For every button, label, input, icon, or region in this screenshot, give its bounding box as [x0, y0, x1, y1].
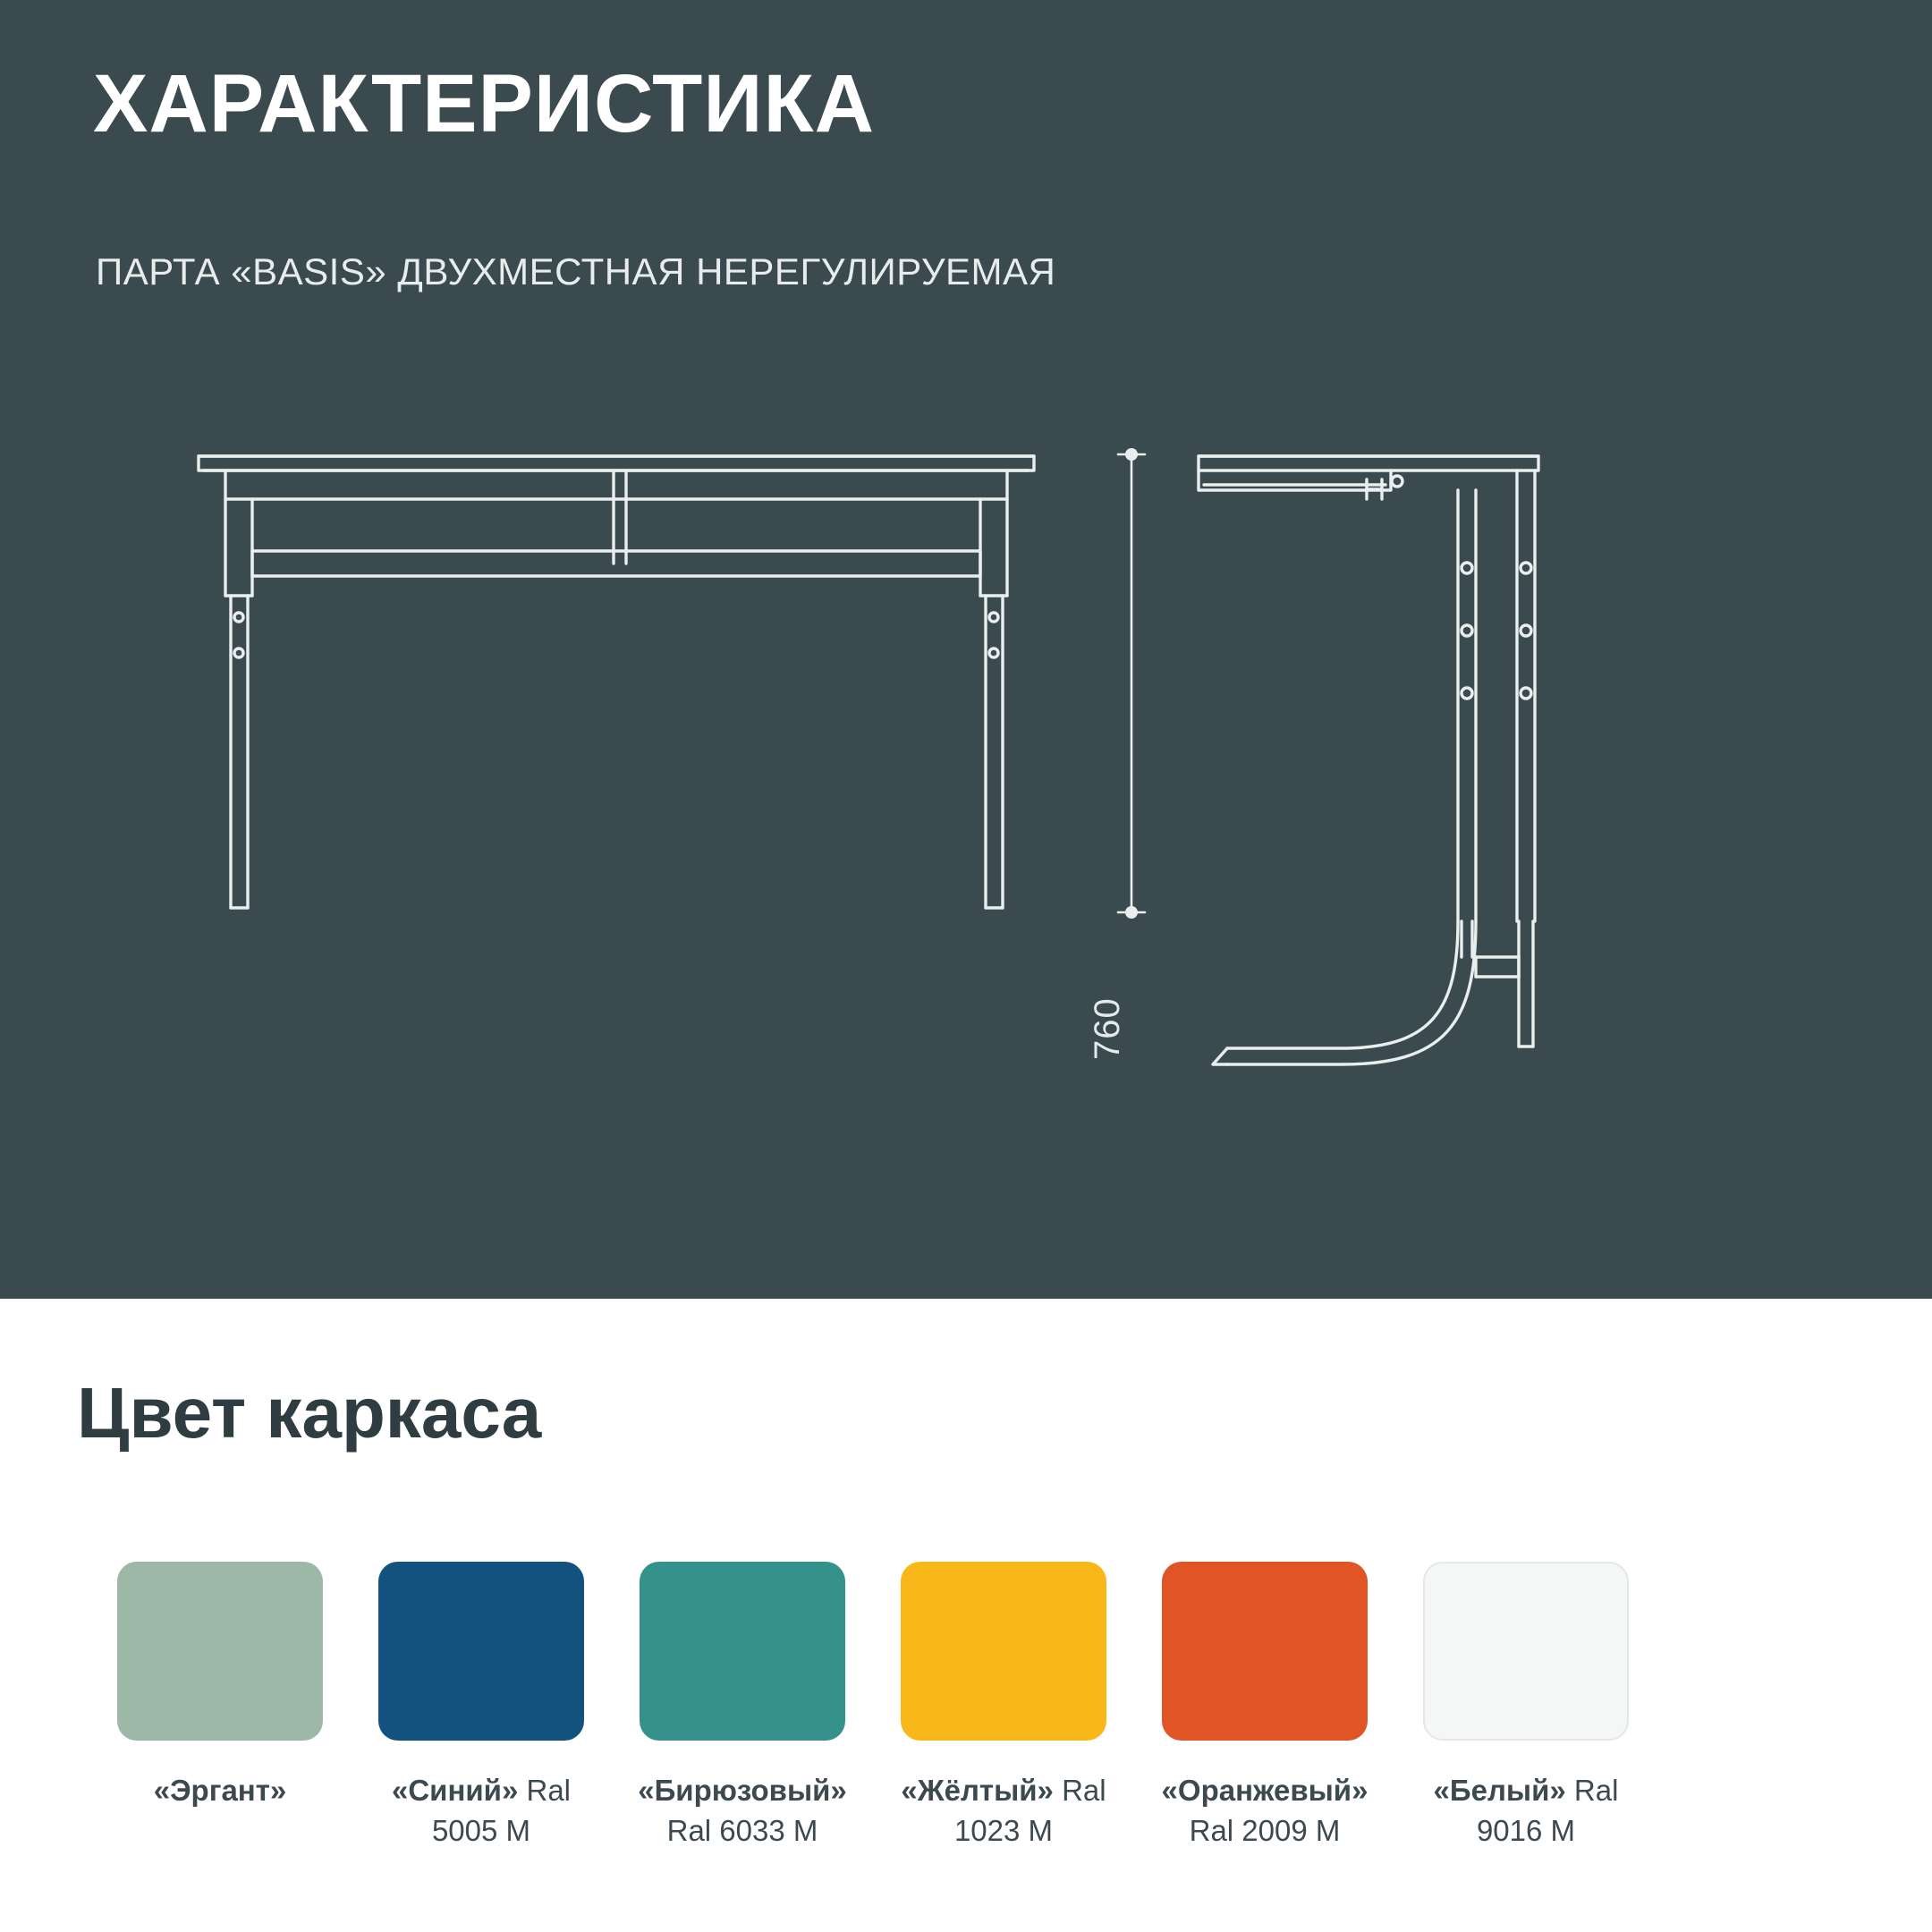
- desk-line-drawing: [0, 385, 1932, 1279]
- swatch-caption: [1405, 1771, 1647, 1851]
- swatch-caption: [622, 1771, 863, 1851]
- product-subtitle: ПАРТА «BASIS» ДВУХМЕСТНАЯ НЕРЕГУЛИРУЕМАЯ: [96, 250, 1056, 292]
- swatch-ral: Ral 2009 M: [1189, 1813, 1341, 1847]
- swatch-caption: [360, 1771, 602, 1851]
- swatch-name: «Белый»: [1433, 1774, 1566, 1807]
- color-swatch-yellow[interactable]: [901, 1562, 1106, 1741]
- list-item[interactable]: [1395, 1562, 1657, 1851]
- swatch-caption: [883, 1771, 1124, 1851]
- frame-colors-title: Цвет каркаса: [77, 1373, 542, 1453]
- swatch-ral: Ral 1023 M: [953, 1774, 1106, 1847]
- list-item[interactable]: [1134, 1562, 1395, 1851]
- color-swatch-blue[interactable]: [378, 1562, 584, 1741]
- swatch-ral: Ral 6033 M: [666, 1813, 818, 1847]
- swatch-name: «Синий»: [391, 1774, 519, 1807]
- list-item[interactable]: [612, 1562, 873, 1851]
- list-item[interactable]: [89, 1562, 351, 1851]
- swatch-caption: [1144, 1771, 1385, 1851]
- swatch-caption: [99, 1771, 341, 1811]
- color-swatch-orange[interactable]: [1162, 1562, 1368, 1741]
- swatch-name: «Жёлтый»: [901, 1774, 1054, 1807]
- color-swatch-turquoise[interactable]: [640, 1562, 845, 1741]
- swatch-name: «Бирюзовый»: [638, 1774, 847, 1807]
- technical-drawing: [0, 385, 1932, 1279]
- color-swatch-white[interactable]: [1423, 1562, 1629, 1741]
- swatch-ral: Ral 9016 M: [1476, 1774, 1619, 1847]
- page-title: ХАРАКТЕРИСТИКА: [93, 58, 876, 149]
- dimension-height-label: 760: [1088, 997, 1127, 1060]
- color-swatch-ergant[interactable]: [117, 1562, 323, 1741]
- swatch-ral: Ral 5005 M: [431, 1774, 572, 1847]
- swatch-name: «Оранжевый»: [1161, 1774, 1368, 1807]
- list-item[interactable]: [873, 1562, 1134, 1851]
- list-item[interactable]: [351, 1562, 612, 1851]
- color-swatch-list: [89, 1562, 1843, 1851]
- swatch-name: «Эргант»: [153, 1774, 287, 1807]
- frame-colors-panel: [0, 1299, 1932, 1932]
